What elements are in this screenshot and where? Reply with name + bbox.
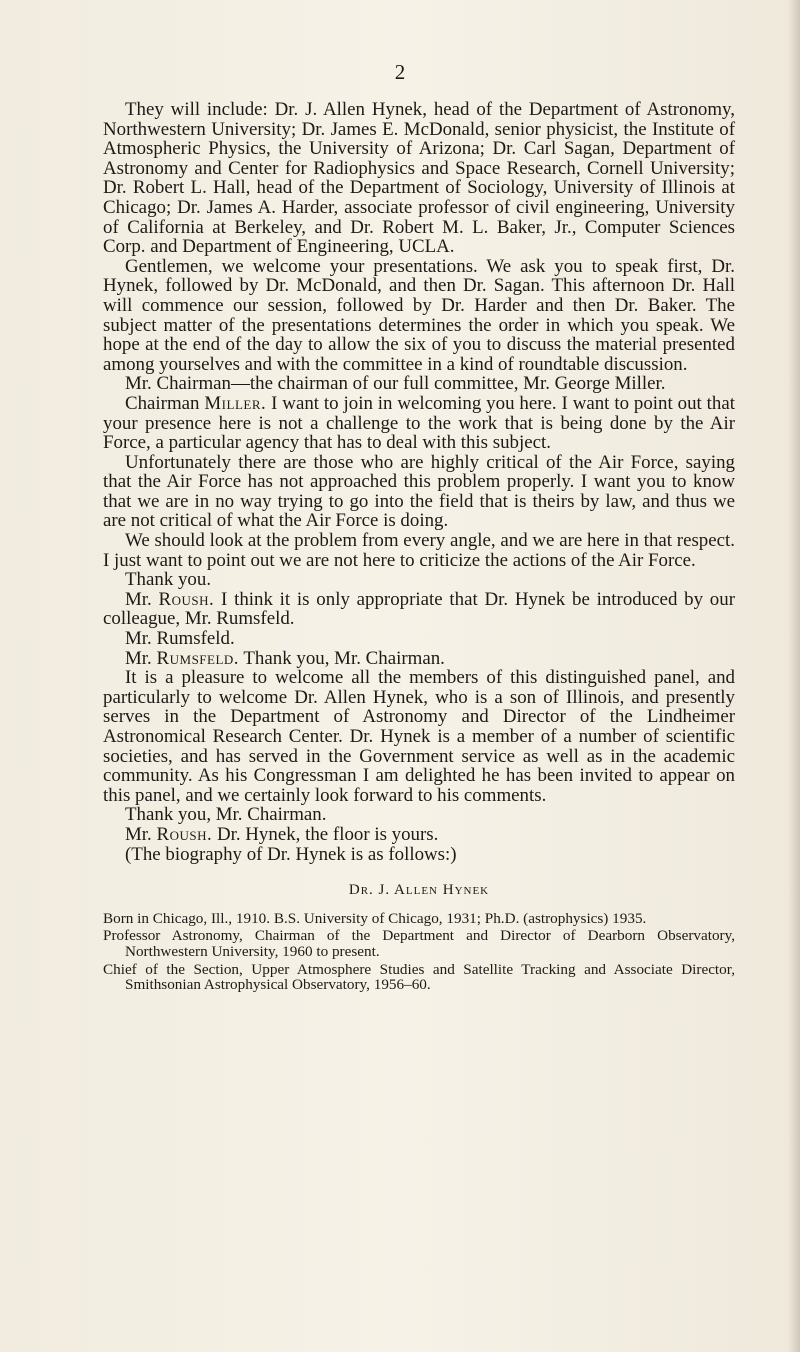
speaker-text: I think it is only appropriate that Dr. Hynek be introduced by our colleague, Mr. Rumsfeld. <box>103 588 735 630</box>
speaker-name: Rumsfeld. <box>156 647 240 669</box>
paragraph-thank-you: Thank you. <box>125 569 212 591</box>
speaker-text: Dr. Hynek, the floor is yours. <box>212 823 439 845</box>
page-edge-shadow <box>788 0 800 1352</box>
biography <box>103 911 735 993</box>
bio-heading: Dr. J. Allen Hynek <box>348 882 490 899</box>
paragraph-rumsfeld-statement <box>103 649 735 669</box>
speaker-name: Miller. <box>204 392 267 414</box>
page-number: 2 <box>394 60 406 84</box>
paragraph-bio-note: (The biography of Dr. Hynek is as follows:) <box>125 843 457 865</box>
paragraph-roush-introduce <box>103 590 735 629</box>
paragraph-miller-statement <box>103 394 735 453</box>
speaker-name: Roush. <box>156 823 213 845</box>
paragraph-roush-floor <box>103 825 735 845</box>
paragraph-every-angle: We should look at the problem from every angle, and we are here in that respect. I just want to point out we are not here to criticize the actions of the Air Force. <box>103 530 735 571</box>
speaker-text: Thank you, Mr. Chairman. <box>239 647 445 669</box>
bio-entry: Chief of the Section, Upper Atmosphere Studies and Satellite Tracking and Associate Director, Smithsonian Astrophysical Observatory, 1956–60. <box>103 960 735 994</box>
body-text <box>103 100 735 995</box>
paragraph-rumsfeld-call: Mr. Rumsfeld. <box>125 628 235 650</box>
paragraph-introduce-chairman: Mr. Chairman—the chairman of our full committee, Mr. George Miller. <box>125 373 666 395</box>
bio-entry: Professor Astronomy, Chairman of the Department and Director of Dearborn Observatory, Northwestern University, 1960 to present. <box>103 927 735 960</box>
paragraph-air-force-critics: Unfortunately there are those who are highly critical of the Air Force, saying that the Air Force has not approached this problem properly. I want you to know that we are in no way trying to go into the field that is theirs by law, and thus we are not critical of what the Air Force is doing. <box>103 451 735 532</box>
paragraph-panel-list: They will include: Dr. J. Allen Hynek, head of the Department of Astronomy, Northwestern University; Dr. James E. McDonald, senior physicist, the Institute of Atmospheric Physics, the University of Arizona; Dr. Carl Sagan, Department of Astronomy and Center for Radiophysics and Space Research, Cornell University; Dr. Robert L. Hall, head of the Department of Sociology, University of Illinois at Chicago; Dr. James A. Harder, associate professor of civil engineering, University of California at Berkeley, and Dr. Robert M. L. Baker, Jr., Computer Sciences Corp. and Department of Engineering, UCLA. <box>103 99 735 258</box>
speaker-prefix: Mr. <box>125 647 152 669</box>
speaker-text: I want to join in welcoming you here. I want to point out that your presence here is not a challenge to the work that is being done by the Air Force, a particular agency that has to deal with this subject. <box>103 392 735 454</box>
speaker-name: Roush. <box>158 588 215 610</box>
bio-entry: Born in Chicago, Ill., 1910. B.S. University of Chicago, 1931; Ph.D. (astrophysics) 1935. <box>103 909 647 927</box>
speaker-prefix: Mr. <box>125 588 152 610</box>
speaker-prefix: Chairman <box>125 392 200 414</box>
paragraph-pleasure-welcome: It is a pleasure to welcome all the members of this distinguished panel, and particularly to welcome Dr. Allen Hynek, who is a son of Illinois, and presently serves in the Department of Astronomy and Director of the Lindheimer Astronomical Research Center. Dr. Hynek is a member of a number of scientific societies, and has served in the Government service as well as in the academic community. As his Congressman I am delighted he has been invited to appear on this panel, and we certainly look forward to his comments. <box>103 667 735 806</box>
paragraph-welcome: Gentlemen, we welcome your presentations. We ask you to speak first, Dr. Hynek, followed by Dr. McDonald, and then Dr. Sagan. This afternoon Dr. Hall will commence our session, followed by Dr. Harder and then Dr. Baker. The subject matter of the presentations determines the order in which you speak. We hope at the end of the day to allow the six of you to discuss the material presented among yourselves and with the committee in a kind of roundtable discussion. <box>103 255 735 375</box>
speaker-prefix: Mr. <box>125 823 152 845</box>
paragraph-thank-chairman: Thank you, Mr. Chairman. <box>125 804 327 826</box>
